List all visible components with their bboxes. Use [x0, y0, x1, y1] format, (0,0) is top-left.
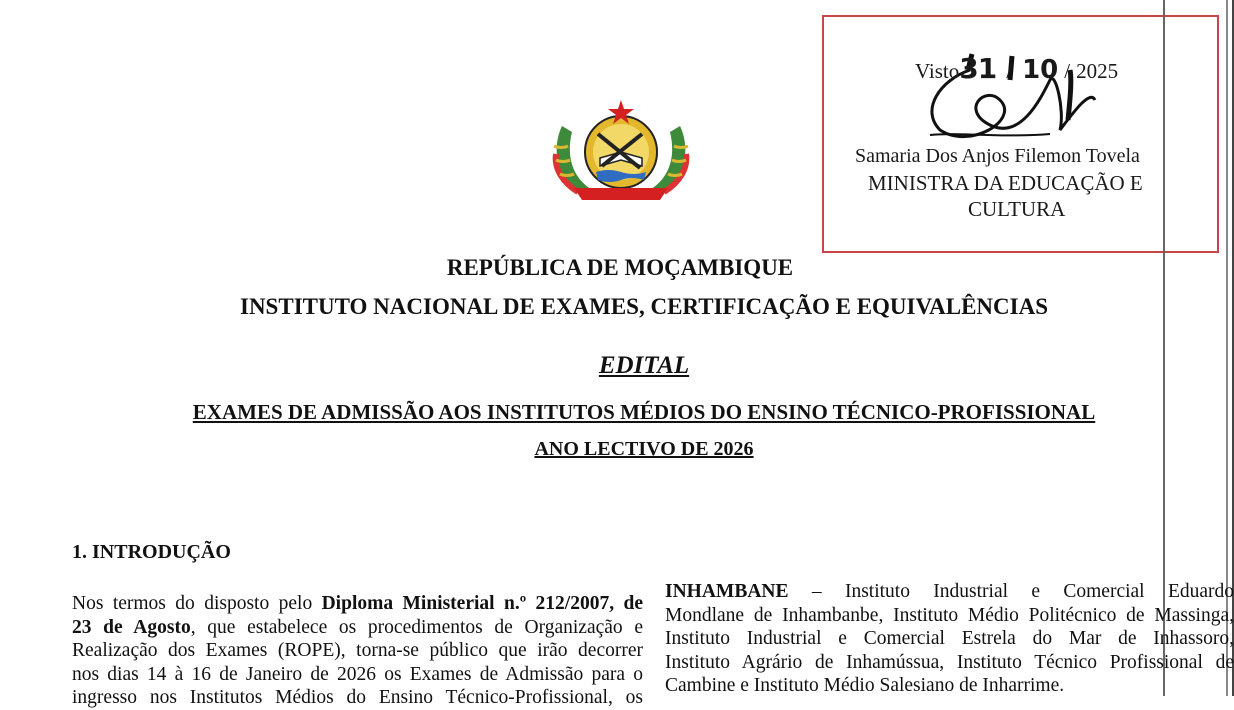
introduction-paragraph	[72, 592, 643, 710]
paragraph-line: nos dias 14 à 16 de Janeiro de 2026 os Exames de Admissão para o	[72, 663, 643, 685]
inhambane-institutes-paragraph	[665, 580, 1234, 698]
republic-heading: REPÚBLICA DE MOÇAMBIQUE	[446, 255, 794, 280]
stamp-visto-label: Visto	[915, 59, 960, 83]
year-title: ANO LECTIVO DE 2026	[534, 438, 754, 460]
institute-heading: INSTITUTO NACIONAL DE EXAMES, CERTIFICAÇÃO E EQUIVALÊNCIAS	[240, 294, 1048, 319]
stamp-signatory-title-line1: MINISTRA DA EDUCAÇÃO E	[868, 171, 1143, 195]
province-name: INHAMBANE	[665, 581, 789, 602]
stamp-date-day: 31	[959, 52, 997, 85]
paragraph-text: – Instituto Industrial e Comercial Eduardo	[788, 581, 1234, 602]
paragraph-text: Nos termos do disposto pelo	[72, 593, 322, 614]
section-title: 1. INTRODUÇÃO	[72, 541, 231, 563]
paragraph-line	[72, 616, 643, 640]
paragraph-line: Realização dos Exames (ROPE), torna-se público que irão decorrer	[72, 640, 643, 661]
stamp-signatory-name: Samaria Dos Anjos Filemon Tovela	[855, 145, 1140, 167]
stamp-date-month: 10	[1022, 55, 1059, 85]
paragraph-text: , que estabelece os procedimentos de Organização e	[190, 616, 644, 638]
diploma-reference: Diploma Ministerial n.º 212/2007, de	[321, 593, 643, 614]
paragraph-line: Instituto Agrário de Inhamússua, Instituto Técnico Profissional de	[665, 651, 1234, 673]
stamp-date-year: 2025	[1076, 59, 1119, 83]
paragraph-line: Instituto Industrial e Comercial Estrela do Mar de Inhassoro,	[665, 628, 1234, 649]
edital-heading: EDITAL	[598, 352, 690, 379]
paragraph-line: ingresso nos Institutos Médios do Ensino Técnico-Profissional, os	[72, 687, 643, 708]
mozambique-emblem-icon	[548, 96, 694, 204]
stamp-date-separator: /	[1006, 59, 1013, 83]
diploma-date: 23 de Agosto	[72, 616, 191, 638]
paragraph-line	[72, 592, 643, 616]
paragraph-line: Cambine e Instituto Médio Salesiano de Inharrime.	[665, 675, 1065, 696]
stamp-signatory-title-line2: CULTURA	[968, 197, 1066, 221]
paragraph-line: Mondlane de Inhambanbe, Instituto Médio Politécnico de Massinga,	[665, 604, 1234, 626]
stamp-visto-line	[915, 52, 1118, 85]
exams-title: EXAMES DE ADMISSÃO AOS INSTITUTOS MÉDIOS DO ENSINO TÉCNICO-PROFISSIONAL	[192, 400, 1096, 424]
paragraph-line	[665, 580, 1234, 604]
stamp-date-separator: /	[1064, 59, 1071, 83]
